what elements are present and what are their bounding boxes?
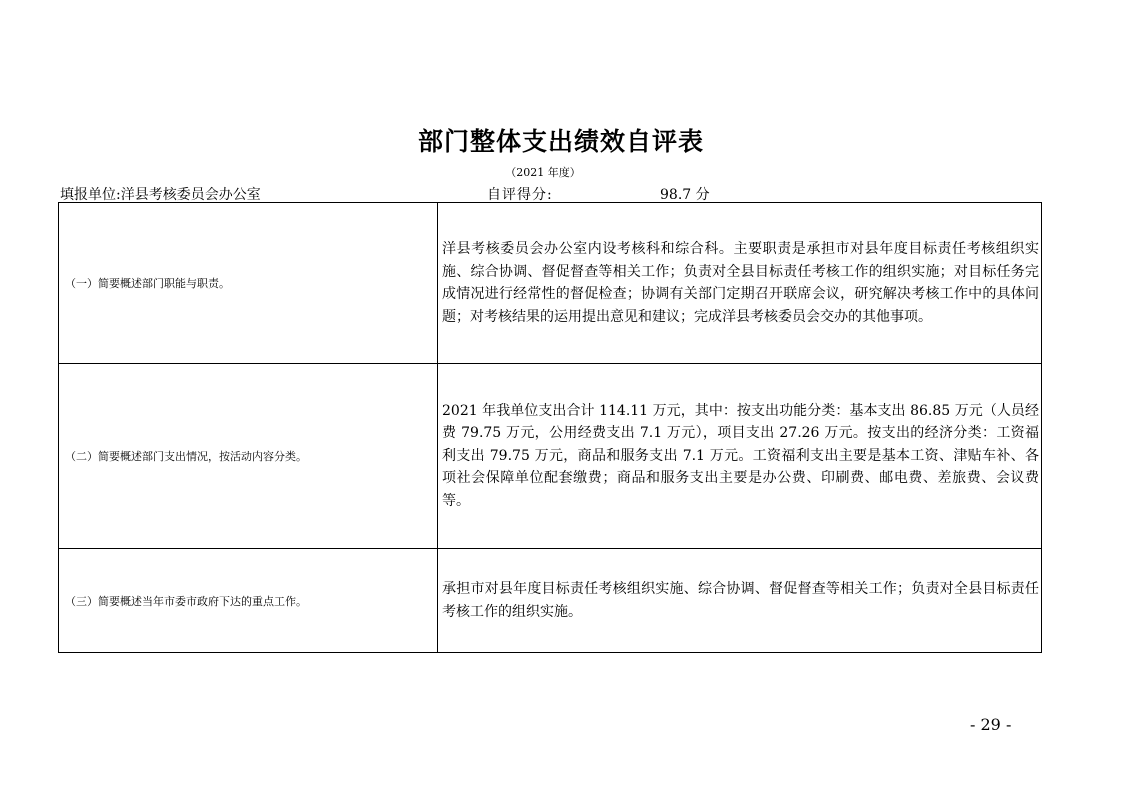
- row-label: （三）简要概述当年市委市政府下达的重点工作。: [59, 549, 438, 653]
- table-row: [59, 364, 1042, 549]
- table-row: [59, 203, 1042, 364]
- evaluation-table: [58, 202, 1042, 653]
- row-label: （二）简要概述部门支出情况，按活动内容分类。: [59, 364, 438, 549]
- score-label: 自评得分:: [487, 187, 553, 203]
- score-value: 98.7 分: [660, 187, 710, 203]
- row-content: 2021 年我单位支出合计 114.11 万元，其中：按支出功能分类：基本支出 86.85 万元（人员经费 79.75 万元，公用经费支出 7.1 万元），项目支出 27.26 万元。按支出的经济分类：工资福利支出 79.75 万元，商品和服务支出 7.1 万元。工资福利支出主要是基本工资、津贴车补、各项社会保障单位配套缴费；商品和服务支出主要是办公费、印刷费、邮电费、差旅费、会议费等。: [438, 364, 1042, 549]
- reporting-unit: 填报单位:洋县考核委员会办公室: [60, 187, 261, 203]
- row-content: 洋县考核委员会办公室内设考核科和综合科。主要职责是承担市对县年度目标责任考核组织实施、综合协调、督促督查等相关工作；负责对全县目标责任考核工作的组织实施；对目标任务完成情况进行经常性的督促检查；协调有关部门定期召开联席会议，研究解决考核工作中的具体问题；对考核结果的运用提出意见和建议；完成洋县考核委员会交办的其他事项。: [438, 203, 1042, 364]
- document-title: 部门整体支出绩效自评表: [417, 127, 704, 156]
- row-content: 承担市对县年度目标责任考核组织实施、综合协调、督促督查等相关工作；负责对全县目标责任考核工作的组织实施。: [438, 549, 1042, 653]
- row-label: （一）简要概述部门职能与职责。: [59, 203, 438, 364]
- table-row: [59, 549, 1042, 653]
- page-number: - 29 -: [970, 715, 1012, 734]
- year-label: （2021 年度）: [505, 166, 581, 179]
